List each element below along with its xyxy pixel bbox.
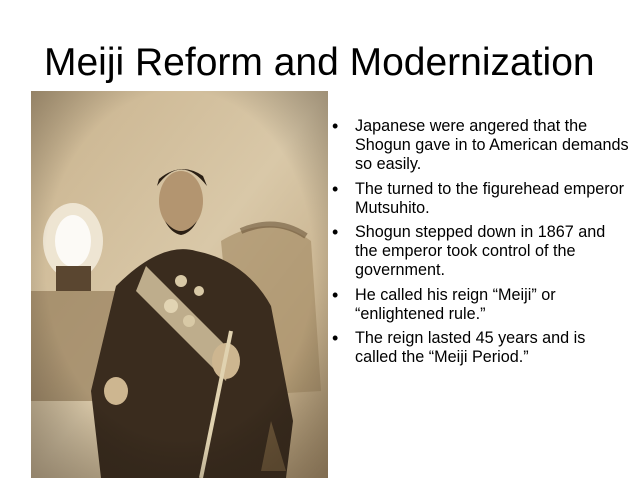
bullet-text: The reign lasted 45 years and is called the “Meiji Period.” [355,329,586,367]
bullet-text: The turned to the figurehead emperor Mutsuhito. [355,179,625,217]
bullet-glyph: • [332,284,339,305]
bullet-text: Japanese were angered that the Shogun gave in to American demands so easily. [355,117,629,174]
bullet-text: Shogun stepped down in 1867 and the emperor took control of the government. [355,223,606,280]
bullet-item [330,223,630,281]
bullet-item [330,180,630,218]
bullet-glyph: • [332,116,339,136]
bullet-text: He called his reign “Meiji” or “enlightened rule.” [355,285,556,323]
bullet-glyph: • [332,328,339,349]
bullet-item [330,329,630,367]
bullet-item [330,286,630,324]
bullet-item [330,117,630,175]
bullet-glyph: • [332,178,339,199]
bullet-list [330,117,630,372]
emperor-portrait-photo [31,91,328,478]
bullet-glyph: • [332,222,339,243]
slide-title: Meiji Reform and Modernization [44,41,595,84]
